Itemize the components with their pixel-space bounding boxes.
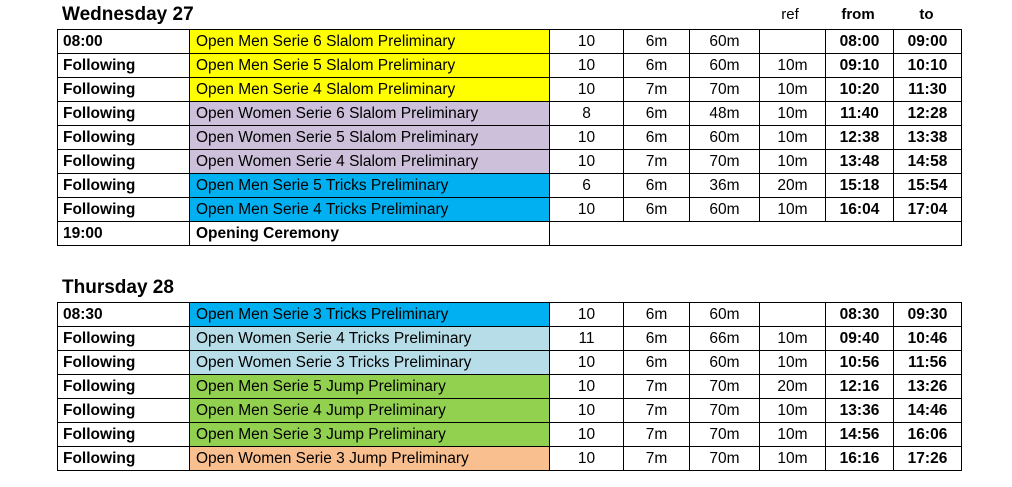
- event-cell: Open Men Serie 4 Tricks Preliminary: [190, 198, 550, 222]
- time-cell: Following: [58, 174, 190, 198]
- interval-cell: 6m: [624, 327, 690, 351]
- to-cell: 11:56: [894, 351, 962, 375]
- schedule-table-thursday: [57, 302, 962, 471]
- event-cell: Open Women Serie 6 Slalom Preliminary: [190, 102, 550, 126]
- table-row: [58, 126, 962, 150]
- to-cell: 15:54: [894, 174, 962, 198]
- event-cell: Open Men Serie 4 Slalom Preliminary: [190, 78, 550, 102]
- ref-cell: 10m: [760, 447, 826, 471]
- ref-cell: 20m: [760, 174, 826, 198]
- to-cell: 10:46: [894, 327, 962, 351]
- count-cell: 10: [550, 399, 624, 423]
- count-cell: 10: [550, 30, 624, 54]
- interval-cell: 7m: [624, 447, 690, 471]
- to-cell: 13:26: [894, 375, 962, 399]
- from-cell: 16:16: [826, 447, 894, 471]
- day-title-thursday: Thursday 28: [62, 277, 174, 298]
- ref-cell: 10m: [760, 423, 826, 447]
- from-cell: 09:40: [826, 327, 894, 351]
- to-cell: 09:00: [894, 30, 962, 54]
- interval-cell: 6m: [624, 30, 690, 54]
- from-cell: 13:36: [826, 399, 894, 423]
- time-cell: Following: [58, 102, 190, 126]
- from-cell: 11:40: [826, 102, 894, 126]
- to-cell: 14:46: [894, 399, 962, 423]
- ref-cell: 20m: [760, 375, 826, 399]
- ref-cell: 10m: [760, 198, 826, 222]
- event-cell: Open Men Serie 5 Jump Preliminary: [190, 375, 550, 399]
- duration-cell: 60m: [690, 30, 760, 54]
- event-cell: Open Men Serie 6 Slalom Preliminary: [190, 30, 550, 54]
- from-cell: 12:16: [826, 375, 894, 399]
- event-cell: Open Women Serie 3 Tricks Preliminary: [190, 351, 550, 375]
- count-cell: 10: [550, 126, 624, 150]
- from-cell: 16:04: [826, 198, 894, 222]
- from-cell: 10:20: [826, 78, 894, 102]
- time-cell: Following: [58, 78, 190, 102]
- time-cell: Following: [58, 375, 190, 399]
- to-cell: 17:04: [894, 198, 962, 222]
- time-cell: 08:00: [58, 30, 190, 54]
- time-cell: Following: [58, 351, 190, 375]
- to-cell: 14:58: [894, 150, 962, 174]
- ref-cell: 10m: [760, 54, 826, 78]
- duration-cell: 60m: [690, 54, 760, 78]
- ref-cell: 10m: [760, 150, 826, 174]
- duration-cell: 70m: [690, 447, 760, 471]
- schedule-table-wednesday: [57, 29, 962, 246]
- event-cell: Open Men Serie 3 Jump Preliminary: [190, 423, 550, 447]
- duration-cell: 60m: [690, 303, 760, 327]
- duration-cell: 36m: [690, 174, 760, 198]
- count-cell: 6: [550, 174, 624, 198]
- duration-cell: 70m: [690, 150, 760, 174]
- interval-cell: 6m: [624, 102, 690, 126]
- ref-cell: [760, 303, 826, 327]
- time-cell: Following: [58, 327, 190, 351]
- interval-cell: 6m: [624, 174, 690, 198]
- day-title-wednesday: Wednesday 27: [62, 4, 194, 25]
- event-cell: Open Men Serie 3 Tricks Preliminary: [190, 303, 550, 327]
- to-cell: 11:30: [894, 78, 962, 102]
- table-row: [58, 447, 962, 471]
- count-cell: 10: [550, 198, 624, 222]
- from-cell: 13:48: [826, 150, 894, 174]
- interval-cell: 7m: [624, 78, 690, 102]
- table-row: [58, 303, 962, 327]
- table-row: [58, 198, 962, 222]
- duration-cell: 66m: [690, 327, 760, 351]
- table-row: [58, 351, 962, 375]
- count-cell: 10: [550, 447, 624, 471]
- time-cell: Following: [58, 198, 190, 222]
- event-cell: Open Men Serie 4 Jump Preliminary: [190, 399, 550, 423]
- table-row-ceremony: [58, 222, 962, 246]
- ref-cell: [760, 30, 826, 54]
- time-cell: Following: [58, 423, 190, 447]
- header-ref: ref: [781, 6, 799, 23]
- to-cell: 16:06: [894, 423, 962, 447]
- interval-cell: 7m: [624, 423, 690, 447]
- to-cell: 13:38: [894, 126, 962, 150]
- count-cell: 10: [550, 78, 624, 102]
- interval-cell: 6m: [624, 126, 690, 150]
- table-row: [58, 174, 962, 198]
- table-row: [58, 375, 962, 399]
- event-cell: Open Men Serie 5 Tricks Preliminary: [190, 174, 550, 198]
- count-cell: 10: [550, 423, 624, 447]
- from-cell: 08:30: [826, 303, 894, 327]
- from-cell: 10:56: [826, 351, 894, 375]
- table-row: [58, 54, 962, 78]
- header-to: to: [919, 6, 934, 23]
- interval-cell: 6m: [624, 303, 690, 327]
- from-cell: 15:18: [826, 174, 894, 198]
- interval-cell: 7m: [624, 150, 690, 174]
- duration-cell: 60m: [690, 198, 760, 222]
- event-cell: Open Men Serie 5 Slalom Preliminary: [190, 54, 550, 78]
- event-cell: Opening Ceremony: [190, 222, 550, 246]
- table-row: [58, 423, 962, 447]
- time-cell: Following: [58, 447, 190, 471]
- to-cell: 09:30: [894, 303, 962, 327]
- interval-cell: 7m: [624, 375, 690, 399]
- from-cell: 08:00: [826, 30, 894, 54]
- to-cell: 10:10: [894, 54, 962, 78]
- table-row: [58, 150, 962, 174]
- duration-cell: 70m: [690, 399, 760, 423]
- interval-cell: 6m: [624, 351, 690, 375]
- interval-cell: 6m: [624, 54, 690, 78]
- from-cell: 14:56: [826, 423, 894, 447]
- to-cell: 12:28: [894, 102, 962, 126]
- ref-cell: 10m: [760, 327, 826, 351]
- event-cell: Open Women Serie 3 Jump Preliminary: [190, 447, 550, 471]
- duration-cell: 70m: [690, 423, 760, 447]
- table-row: [58, 78, 962, 102]
- count-cell: 10: [550, 375, 624, 399]
- time-cell: 19:00: [58, 222, 190, 246]
- duration-cell: 60m: [690, 126, 760, 150]
- ref-cell: 10m: [760, 351, 826, 375]
- ref-cell: 10m: [760, 102, 826, 126]
- count-cell: 11: [550, 327, 624, 351]
- empty-cell: [550, 222, 962, 246]
- count-cell: 10: [550, 351, 624, 375]
- ref-cell: 10m: [760, 78, 826, 102]
- time-cell: 08:30: [58, 303, 190, 327]
- table-row: [58, 102, 962, 126]
- table-row: [58, 399, 962, 423]
- time-cell: Following: [58, 126, 190, 150]
- count-cell: 10: [550, 150, 624, 174]
- to-cell: 17:26: [894, 447, 962, 471]
- duration-cell: 70m: [690, 78, 760, 102]
- duration-cell: 60m: [690, 351, 760, 375]
- duration-cell: 48m: [690, 102, 760, 126]
- table-row: [58, 30, 962, 54]
- duration-cell: 70m: [690, 375, 760, 399]
- count-cell: 10: [550, 303, 624, 327]
- from-cell: 09:10: [826, 54, 894, 78]
- time-cell: Following: [58, 399, 190, 423]
- event-cell: Open Women Serie 4 Slalom Preliminary: [190, 150, 550, 174]
- header-from: from: [841, 6, 875, 23]
- ref-cell: 10m: [760, 399, 826, 423]
- table-row: [58, 327, 962, 351]
- from-cell: 12:38: [826, 126, 894, 150]
- count-cell: 8: [550, 102, 624, 126]
- time-cell: Following: [58, 54, 190, 78]
- interval-cell: 7m: [624, 399, 690, 423]
- interval-cell: 6m: [624, 198, 690, 222]
- time-cell: Following: [58, 150, 190, 174]
- event-cell: Open Women Serie 4 Tricks Preliminary: [190, 327, 550, 351]
- event-cell: Open Women Serie 5 Slalom Preliminary: [190, 126, 550, 150]
- count-cell: 10: [550, 54, 624, 78]
- ref-cell: 10m: [760, 126, 826, 150]
